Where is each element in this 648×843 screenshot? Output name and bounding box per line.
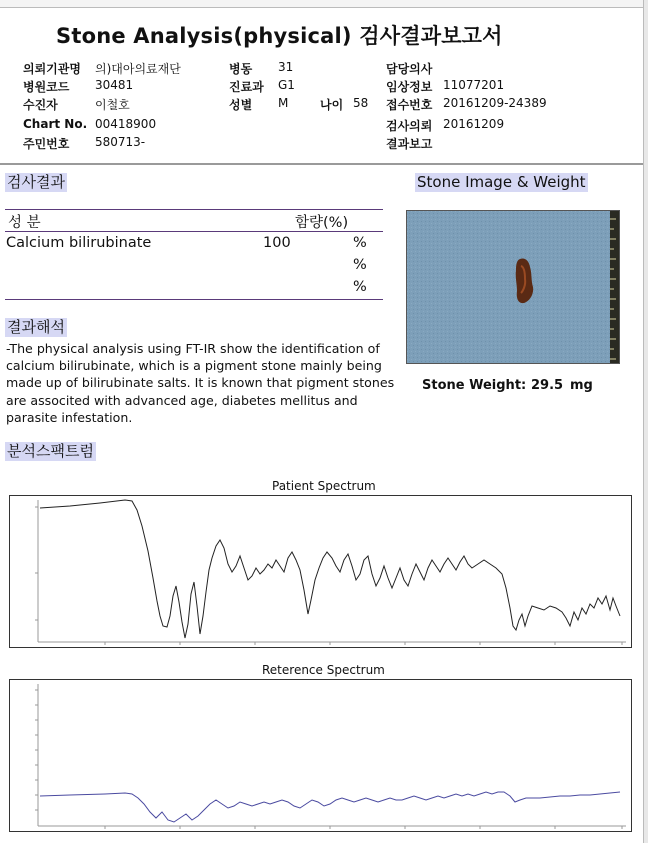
value-ward: 31 bbox=[278, 60, 294, 74]
table-row-amount: 100 bbox=[263, 235, 291, 251]
stone-weight-label: Stone Weight: bbox=[422, 378, 527, 393]
stone-photo bbox=[406, 210, 620, 364]
label-ward: 병동 bbox=[229, 62, 253, 76]
stone-photo-graphic bbox=[407, 211, 619, 363]
stone-weight-unit: mg bbox=[570, 378, 593, 393]
value-requesting-institution: 의)대아의료재단 bbox=[95, 62, 181, 76]
label-clinical-info: 임상정보 bbox=[386, 80, 433, 94]
value-resident-number: 580713- bbox=[95, 135, 146, 149]
value-sex: M bbox=[278, 96, 289, 110]
vertical-scrollbar[interactable] bbox=[643, 0, 648, 843]
patient-spectrum-title: Patient Spectrum bbox=[272, 479, 376, 493]
value-test-request: 20161209 bbox=[443, 117, 505, 131]
patient-spectrum-plot bbox=[9, 495, 632, 648]
reference-spectrum-graphic bbox=[10, 680, 631, 831]
col-header-component: 성 분 bbox=[8, 215, 41, 231]
value-receipt-number: 20161209-24389 bbox=[443, 96, 547, 110]
label-age: 나이 bbox=[320, 98, 344, 112]
table-row-unit: % bbox=[353, 257, 367, 273]
header-divider bbox=[0, 163, 643, 165]
value-clinical-info: 11077201 bbox=[443, 78, 505, 92]
label-receipt-number: 접수번호 bbox=[386, 98, 433, 112]
value-age: 58 bbox=[353, 96, 369, 110]
label-sex: 성별 bbox=[229, 98, 253, 112]
label-patient: 수진자 bbox=[23, 98, 58, 112]
section-heading-spectrum: 분석스팩트럼 bbox=[7, 442, 94, 460]
section-heading-stone: Stone Image & Weight bbox=[417, 173, 586, 191]
table-top-rule bbox=[5, 209, 383, 210]
value-department: G1 bbox=[278, 78, 295, 92]
label-department: 진료과 bbox=[229, 80, 264, 94]
label-test-request: 검사의뢰 bbox=[386, 119, 433, 133]
report-title: Stone Analysis(physical) 검사결과보고서 bbox=[56, 24, 503, 48]
interpretation-text: -The physical analysis using FT-IR show the identification of calcium bilirubinate, which is a pigment stone mainly being made up of bilirubinate salts. It is known that pigment stones are associted with advanced age, diabetes mellitus and parasite infestation. bbox=[6, 341, 395, 425]
label-chart-no: Chart No. bbox=[23, 117, 88, 131]
table-row-unit: % bbox=[353, 279, 367, 295]
window-top-border bbox=[0, 0, 648, 8]
reference-spectrum-line bbox=[40, 792, 620, 822]
table-row-component: Calcium bilirubinate bbox=[6, 235, 152, 251]
label-attending-doctor: 담당의사 bbox=[386, 62, 433, 76]
value-chart-no: 00418900 bbox=[95, 117, 157, 131]
reference-spectrum-plot bbox=[9, 679, 632, 832]
section-heading-results: 검사결과 bbox=[7, 173, 65, 191]
label-result-report: 결과보고 bbox=[386, 137, 433, 151]
table-row-unit: % bbox=[353, 235, 367, 251]
col-header-amount: 함량(%) bbox=[295, 215, 349, 231]
patient-spectrum-line bbox=[40, 500, 620, 638]
patient-spectrum-graphic bbox=[10, 496, 631, 647]
value-hospital-code: 30481 bbox=[95, 78, 134, 92]
section-heading-interpretation: 결과해석 bbox=[7, 318, 65, 336]
table-bottom-rule bbox=[5, 299, 383, 300]
label-hospital-code: 병원코드 bbox=[23, 80, 70, 94]
reference-spectrum-title: Reterence Spectrum bbox=[262, 663, 385, 677]
table-header-rule bbox=[5, 231, 383, 232]
stone-weight-value: 29.5 bbox=[531, 378, 564, 393]
label-resident-number: 주민번호 bbox=[23, 137, 70, 151]
value-patient: 이철호 bbox=[95, 98, 130, 112]
label-requesting-institution: 의뢰기관명 bbox=[23, 62, 81, 76]
